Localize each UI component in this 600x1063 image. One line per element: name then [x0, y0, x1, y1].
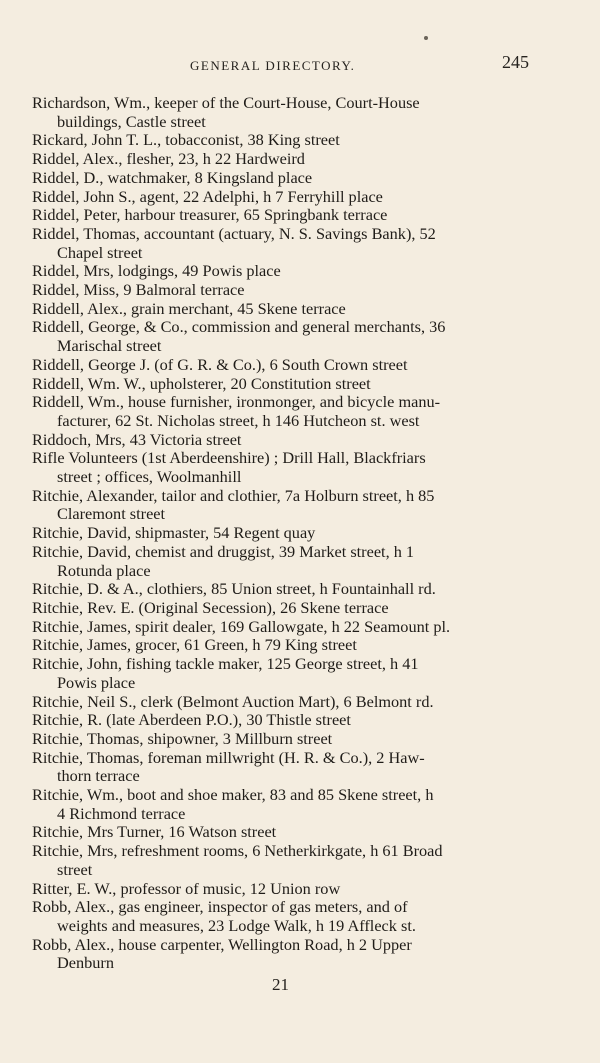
entry-line: Ritchie, Mrs Turner, 16 Watson street [32, 822, 277, 842]
directory-entry [32, 599, 538, 618]
directory-entry [32, 580, 538, 599]
entry-line: Ritchie, Thomas, shipowner, 3 Millburn street [32, 728, 333, 748]
entry-continuation-line: Denburn [57, 953, 114, 973]
directory-entry [32, 524, 538, 543]
directory-entry [32, 225, 538, 262]
entry-line: Riddel, Miss, 9 Balmoral terrace [32, 280, 245, 300]
entry-continuation-line: Chapel street [57, 242, 143, 262]
directory-entry [32, 655, 538, 692]
directory-entry [32, 131, 538, 150]
directory-entry [32, 842, 538, 879]
directory-entry [32, 730, 538, 749]
entry-line: Ritchie, D. & A., clothiers, 85 Union street, h Fountainhall rd. [32, 579, 436, 599]
directory-entry [32, 431, 538, 450]
directory-entry [32, 393, 538, 430]
page-number: 245 [502, 52, 529, 72]
directory-entry [32, 693, 538, 712]
entry-line: Ritchie, James, grocer, 61 Green, h 79 King street [32, 635, 357, 655]
entry-continuation-line: Claremont street [57, 504, 166, 524]
directory-entry [32, 898, 538, 935]
entry-line: Riddell, George J. (of G. R. & Co.), 6 South Crown street [32, 354, 408, 374]
entry-line: Riddel, Mrs, lodgings, 49 Powis place [32, 261, 281, 281]
entry-continuation-line: facturer, 62 St. Nicholas street, h 146 Hutcheon st. west [57, 410, 420, 430]
entry-line: Ritchie, David, shipmaster, 54 Regent quay [32, 523, 316, 543]
entry-continuation-line: Powis place [57, 672, 136, 692]
entry-line: Ritter, E. W., professor of music, 12 Union row [32, 878, 341, 898]
entry-line: Riddel, D., watchmaker, 8 Kingsland place [32, 167, 313, 187]
entry-continuation-line: thorn terrace [57, 766, 140, 786]
entry-line: Ritchie, Rev. E. (Original Secession), 26 Skene terrace [32, 597, 389, 617]
entry-line: Ritchie, John, fishing tackle maker, 125 George street, h 41 [32, 654, 419, 674]
entry-line: Ritchie, Wm., boot and shoe maker, 83 and 85 Skene street, h [32, 785, 434, 805]
entry-line: Riddel, John S., agent, 22 Adelphi, h 7 Ferryhill place [32, 186, 383, 206]
directory-entry [32, 150, 538, 169]
directory-entry [32, 356, 538, 375]
entry-line: Riddoch, Mrs, 43 Victoria street [32, 429, 242, 449]
entry-line: Ritchie, Thomas, foreman millwright (H. R. & Co.), 2 Haw- [32, 747, 425, 767]
entry-line: Ritchie, James, spirit dealer, 169 Gallowgate, h 22 Seamount pl. [32, 616, 451, 636]
entry-line: Ritchie, David, chemist and druggist, 39 Market street, h 1 [32, 541, 415, 561]
entry-line: Rifle Volunteers (1st Aberdeenshire) ; Drill Hall, Blackfriars [32, 448, 426, 468]
directory-entry [32, 936, 538, 973]
directory-entry [32, 94, 538, 131]
directory-entry [32, 823, 538, 842]
signature-mark: 21 [272, 975, 289, 994]
entry-line: Riddel, Peter, harbour treasurer, 65 Springbank terrace [32, 205, 388, 225]
directory-entry [32, 880, 538, 899]
entry-continuation-line: street ; offices, Woolmanhill [57, 467, 242, 487]
entry-line: Riddel, Thomas, accountant (actuary, N. S. Savings Bank), 52 [32, 223, 436, 243]
entry-line: Richardson, Wm., keeper of the Court-House, Court-House [32, 93, 420, 112]
entry-continuation-line: weights and measures, 23 Lodge Walk, h 19 Affleck st. [57, 915, 416, 935]
entry-line: Rickard, John T. L., tobacconist, 38 King street [32, 130, 340, 150]
directory-entry [32, 375, 538, 394]
directory-entry [32, 711, 538, 730]
entry-line: Riddell, Wm. W., upholsterer, 20 Constitution street [32, 373, 371, 393]
entry-line: Ritchie, Alexander, tailor and clothier, 7a Holburn street, h 85 [32, 485, 435, 505]
entry-line: Riddell, George, & Co., commission and general merchants, 36 [32, 317, 446, 337]
entry-line: Riddel, Alex., flesher, 23, h 22 Hardweird [32, 149, 305, 169]
entry-continuation-line: buildings, Castle street [57, 111, 206, 131]
directory-entry [32, 188, 538, 207]
directory-entry [32, 281, 538, 300]
directory-entry [32, 543, 538, 580]
directory-entry [32, 487, 538, 524]
directory-entry [32, 300, 538, 319]
entry-continuation-line: Rotunda place [57, 560, 151, 580]
directory-entry [32, 318, 538, 355]
entry-line: Robb, Alex., house carpenter, Wellington Road, h 2 Upper [32, 934, 412, 954]
entry-line: Robb, Alex., gas engineer, inspector of gas meters, and of [32, 897, 408, 917]
directory-entry [32, 449, 538, 486]
entry-line: Ritchie, Neil S., clerk (Belmont Auction Mart), 6 Belmont rd. [32, 691, 434, 711]
entry-line: Riddell, Wm., house furnisher, ironmonger, and bicycle manu- [32, 392, 441, 412]
entry-line: Ritchie, Mrs, refreshment rooms, 6 Netherkirkgate, h 61 Broad [32, 841, 443, 861]
directory-entry [32, 262, 538, 281]
directory-entry [32, 786, 538, 823]
directory-entries [32, 94, 538, 973]
running-head: GENERAL DIRECTORY. [190, 58, 356, 73]
directory-entry [32, 206, 538, 225]
entry-line: Ritchie, R. (late Aberdeen P.O.), 30 Thistle street [32, 710, 351, 730]
directory-entry [32, 169, 538, 188]
directory-entry [32, 636, 538, 655]
directory-entry [32, 618, 538, 637]
directory-entry [32, 749, 538, 786]
entry-line: Riddell, Alex., grain merchant, 45 Skene terrace [32, 298, 346, 318]
ink-speck [424, 36, 428, 40]
entry-continuation-line: Marischal street [57, 336, 162, 356]
entry-continuation-line: 4 Richmond terrace [57, 803, 186, 823]
entry-continuation-line: street [57, 859, 93, 879]
